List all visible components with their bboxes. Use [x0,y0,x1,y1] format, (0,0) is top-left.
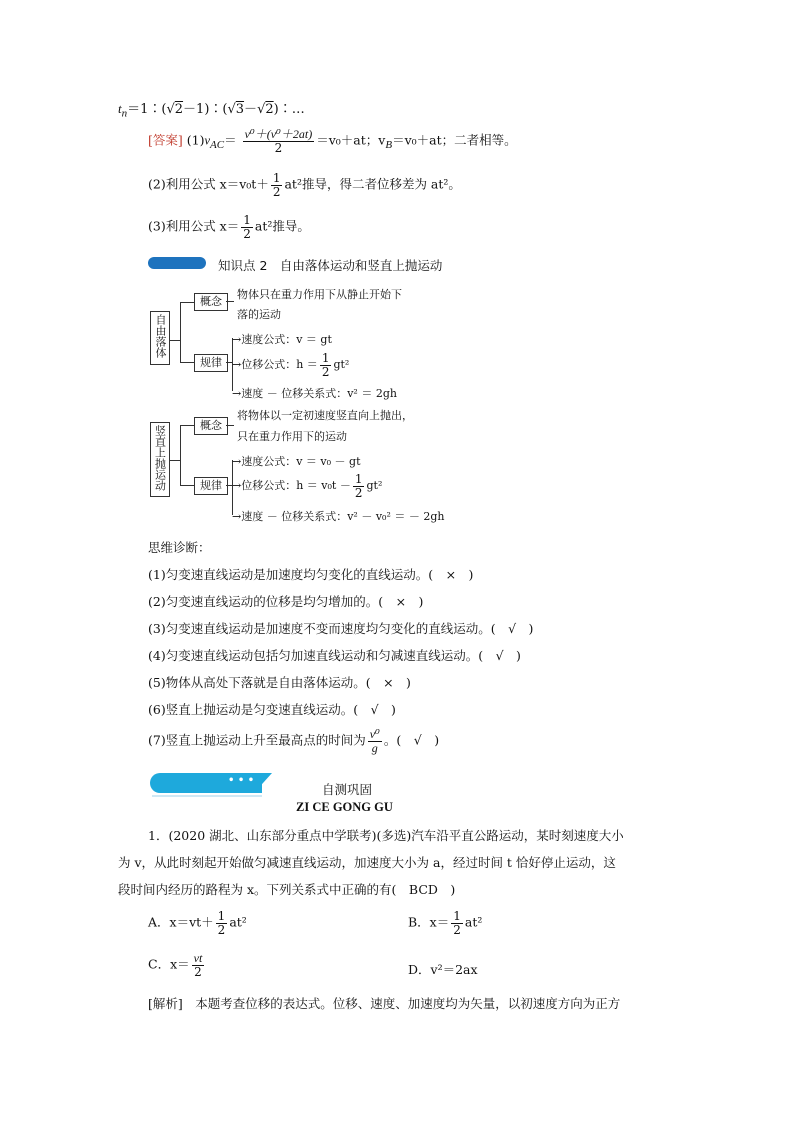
option-d: D．v²＝2ax [408,962,478,977]
ff-speed: →速度公式：v ＝ gt [232,333,332,346]
up-concept-box: 概念 [194,417,228,435]
section-marker-bar [148,257,206,269]
up-velocity-displacement: →速度 － 位移关系式：v² － v₀² ＝ － 2gh [232,510,445,523]
thinking-item-2: (2)匀变速直线运动的位移是均匀增加的。( × ) [148,594,424,609]
question1-line3: 段时间内经历的路程为 x。下列关系式中正确的有( BCD ) [118,882,456,897]
ff-concept-text-2: 落的运动 [237,308,281,321]
analysis-tag: [解析] [148,996,183,1011]
up-concept-text-1: 将物体以一定初速度竖直向上抛出， [237,409,413,422]
fraction-half: $\frac{1}{2}$ [272,171,281,199]
fraction-vac: $\frac{\text{v⁰＋(v⁰＋2at)}}{2}$ [244,127,313,155]
answer-line-2: (2)利用公式 x＝v₀t＋ $\frac{1}{2}$ at²推导，得二者位移差为 at²。 [148,171,461,199]
up-throw-label-box: 竖直上抛运动 [150,422,170,497]
analysis-line: [解析] 本题考查位移的表达式。位移、速度、加速度均为矢量，以初速度方向为正方 [148,996,621,1011]
ff-concept-box: 概念 [194,293,228,311]
thinking-title: 思维诊断： [148,540,211,555]
self-test-title: 自测巩固 [322,782,373,797]
question1-line1: 1．(2020 湖北、山东部分重点中学联考)(多选)汽车沿平直公路运动，某时刻速度大小 [148,828,624,843]
thinking-item-7: (7)竖直上抛运动上升至最高点的时间为 $\frac{\text{v⁰}}{g}$ 。( √ ) [148,727,440,755]
ff-velocity-displacement: →速度 － 位移关系式：v² ＝ 2gh [232,387,397,400]
free-fall-label-box: 自由落体 [150,311,170,365]
ff-displacement: →位移公式：h ＝ $\frac{1}{2}$ gt² [232,351,350,379]
option-c: C．x＝ $\frac{vt}{2}$ [148,951,203,979]
ff-rule-box: 规律 [194,354,228,372]
ff-concept-text-1: 物体只在重力作用下从静止开始下 [237,288,402,301]
thinking-item-3: (3)匀变速直线运动是加速度不变而速度均匀变化的直线运动。( √ ) [148,621,534,636]
up-displacement: →位移公式：h ＝ v₀t － $\frac{1}{2}$ gt² [232,472,383,500]
thinking-item-1: (1)匀变速直线运动是加速度均匀变化的直线运动。( × ) [148,567,474,582]
answer-line-1: [答案] $(1)v_{AC}=$ $\frac{\text{v⁰＋(v⁰＋2at)}}{2}$ ＝v₀＋at；$v_B=v_0+at$；二者相等。 [148,127,517,155]
self-test-banner [150,773,280,797]
option-a: A．x＝vt＋ $\frac{1}{2}$ at² [148,909,247,937]
banner-dots: • • • [228,775,255,786]
up-rule-box: 规律 [194,477,228,495]
question1-line2: 为 v，从此时刻起开始做匀减速直线运动，加速度大小为 a，经过时间 t 恰好停止运动，这 [118,855,616,870]
thinking-item-6: (6)竖直上抛运动是匀变速直线运动。( √ ) [148,702,396,717]
thinking-item-4: (4)匀变速直线运动包括匀加速直线运动和匀减速直线运动。( √ ) [148,648,521,663]
fraction-half: $\frac{1}{2}$ [243,213,251,241]
option-b: B．x＝ $\frac{1}{2}$ at² [408,909,483,937]
self-test-pinyin: ZI CE GONG GU [296,800,393,814]
answer-tag: [答案] [148,132,183,148]
thinking-item-5: (5)物体从高处下落就是自由落体运动。( × ) [148,675,411,690]
up-concept-text-2: 只在重力作用下的运动 [237,430,347,443]
section-heading: 知识点 2 自由落体运动和竖直上抛运动 [218,258,443,273]
top-formula: $t_n=1∶(√2-1)∶(√3-√2)∶\dots$ [118,101,305,120]
up-speed: →速度公式：v ＝ v₀ － gt [232,455,361,468]
answer-line-3: (3)利用公式 x＝ $\frac{1}{2}$ at²推导。 [148,213,310,241]
